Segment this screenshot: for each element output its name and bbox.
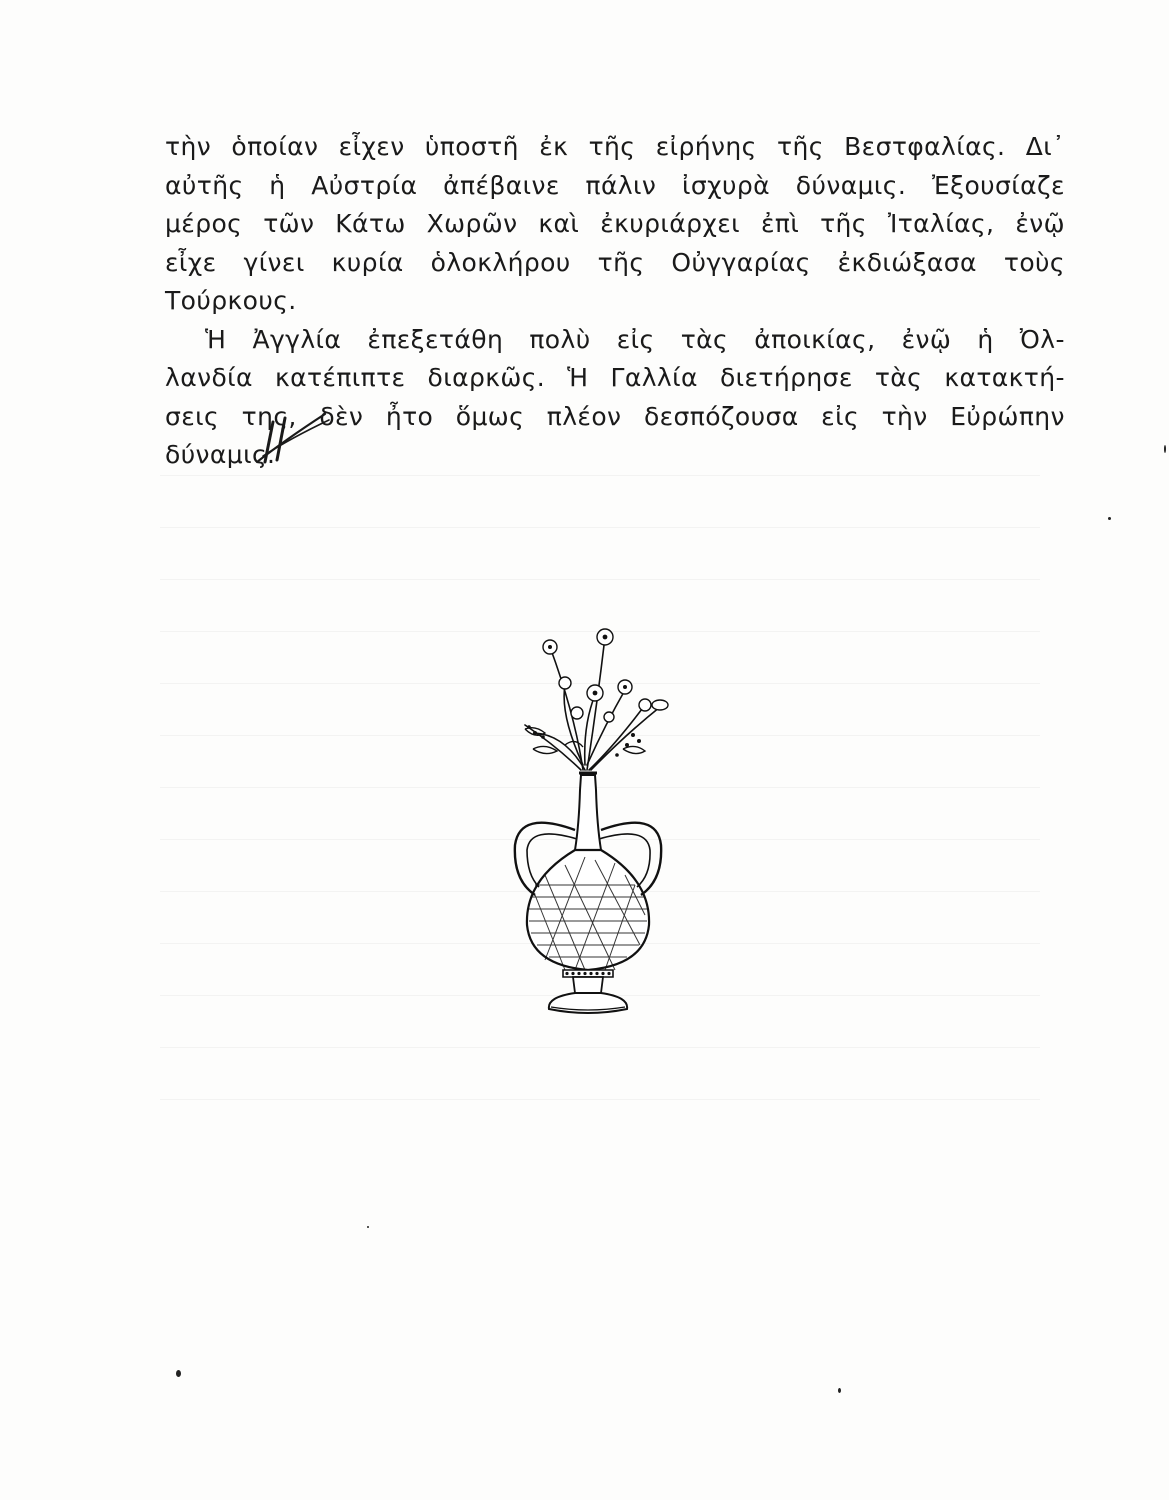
word: ἐκυριάρχει — [600, 209, 741, 238]
paper-speck — [176, 1370, 181, 1377]
word: τῆς — [588, 132, 636, 161]
word: διετήρησε — [719, 363, 853, 392]
word: τῶν — [263, 209, 315, 238]
word: Δι᾽ — [1025, 132, 1065, 161]
word: ὁλοκλήρου — [430, 247, 571, 277]
word: ἐνῷ — [901, 324, 952, 354]
word: πλέον — [546, 401, 622, 431]
word: κατακτή- — [944, 363, 1065, 392]
word: ἡ — [977, 324, 994, 354]
word: τὰς — [680, 324, 729, 354]
word: ἐκ — [539, 132, 569, 161]
word: ἡ — [269, 170, 286, 200]
word: ἰσχυρὰ — [682, 170, 771, 200]
word: δὲν — [319, 401, 364, 431]
word: ὑποστῆ — [424, 132, 519, 161]
word: Ἡ — [567, 363, 589, 392]
word: Ὀλ- — [1019, 324, 1065, 354]
text-line — [165, 128, 1065, 167]
word: τῆς — [777, 132, 824, 161]
word: Ἀγγλία — [252, 324, 342, 354]
word: κατέπιπτε — [274, 363, 406, 392]
paper-speck — [1164, 445, 1166, 453]
word: πολὺ — [529, 324, 591, 354]
word: Ἐξουσίαζε — [931, 170, 1065, 200]
paper-speck — [838, 1388, 841, 1393]
word: Εὐρώπην — [950, 401, 1065, 431]
word: τὰς — [874, 363, 923, 392]
text-line — [165, 244, 1065, 283]
word: ἀποικίας, — [754, 324, 876, 354]
word: διαρκῶς. — [427, 363, 546, 392]
word: εἰς — [616, 324, 655, 354]
word: Ἰταλίας, — [887, 209, 995, 238]
word: πάλιν — [585, 170, 657, 200]
word: λανδία — [165, 363, 253, 392]
word: ἐνῷ — [1015, 209, 1065, 238]
word: εἰς — [821, 401, 860, 431]
text-line — [165, 205, 1065, 244]
word: ἐπεξετάθη — [367, 324, 504, 354]
word: τὴν — [165, 132, 212, 161]
text-line — [165, 359, 1065, 398]
word: εἰρήνης — [655, 132, 757, 161]
word: Βεστφαλίας. — [844, 132, 1006, 161]
word: ἦτο — [385, 401, 434, 431]
word: γίνει — [243, 247, 305, 277]
word: Οὐγγαρίας — [671, 247, 811, 277]
word: αὐτῆς — [165, 170, 244, 200]
word: Χωρῶν — [426, 209, 518, 238]
text-line — [165, 321, 1065, 360]
word: ὅμως — [455, 401, 525, 431]
word: Γαλλία — [610, 363, 698, 392]
word: Αὐστρία — [311, 170, 418, 200]
paper-speck — [1108, 517, 1111, 520]
word: ἀπέβαινε — [443, 170, 560, 200]
text-line — [165, 167, 1065, 206]
word: Ἡ — [205, 324, 227, 354]
word: Κάτω — [335, 209, 406, 238]
word: τὴν — [881, 401, 928, 431]
word: σεις — [165, 401, 220, 431]
word: τῆς — [597, 247, 645, 277]
word: ἐκδιώξασα — [837, 247, 977, 277]
word: καὶ — [538, 209, 580, 238]
word: τοὺς — [1003, 247, 1065, 277]
word: κυρία — [331, 247, 404, 277]
word: εἶχε — [165, 247, 217, 277]
word: εἶχεν — [338, 132, 405, 161]
end-mark-icon — [255, 410, 335, 470]
word: της, — [241, 401, 297, 431]
word: μέρος — [165, 209, 243, 238]
word: τῆς — [820, 209, 867, 238]
paper-speck — [367, 1226, 369, 1228]
text-line: δύναμις. — [165, 440, 276, 469]
word: ὁποίαν — [231, 132, 319, 161]
word: δύναμις. — [795, 170, 907, 200]
word: ἐπὶ — [760, 209, 800, 238]
flower-vase-icon — [505, 625, 680, 1020]
word: δεσπόζουσα — [643, 401, 799, 431]
text-line: Τούρκους. — [165, 286, 297, 315]
